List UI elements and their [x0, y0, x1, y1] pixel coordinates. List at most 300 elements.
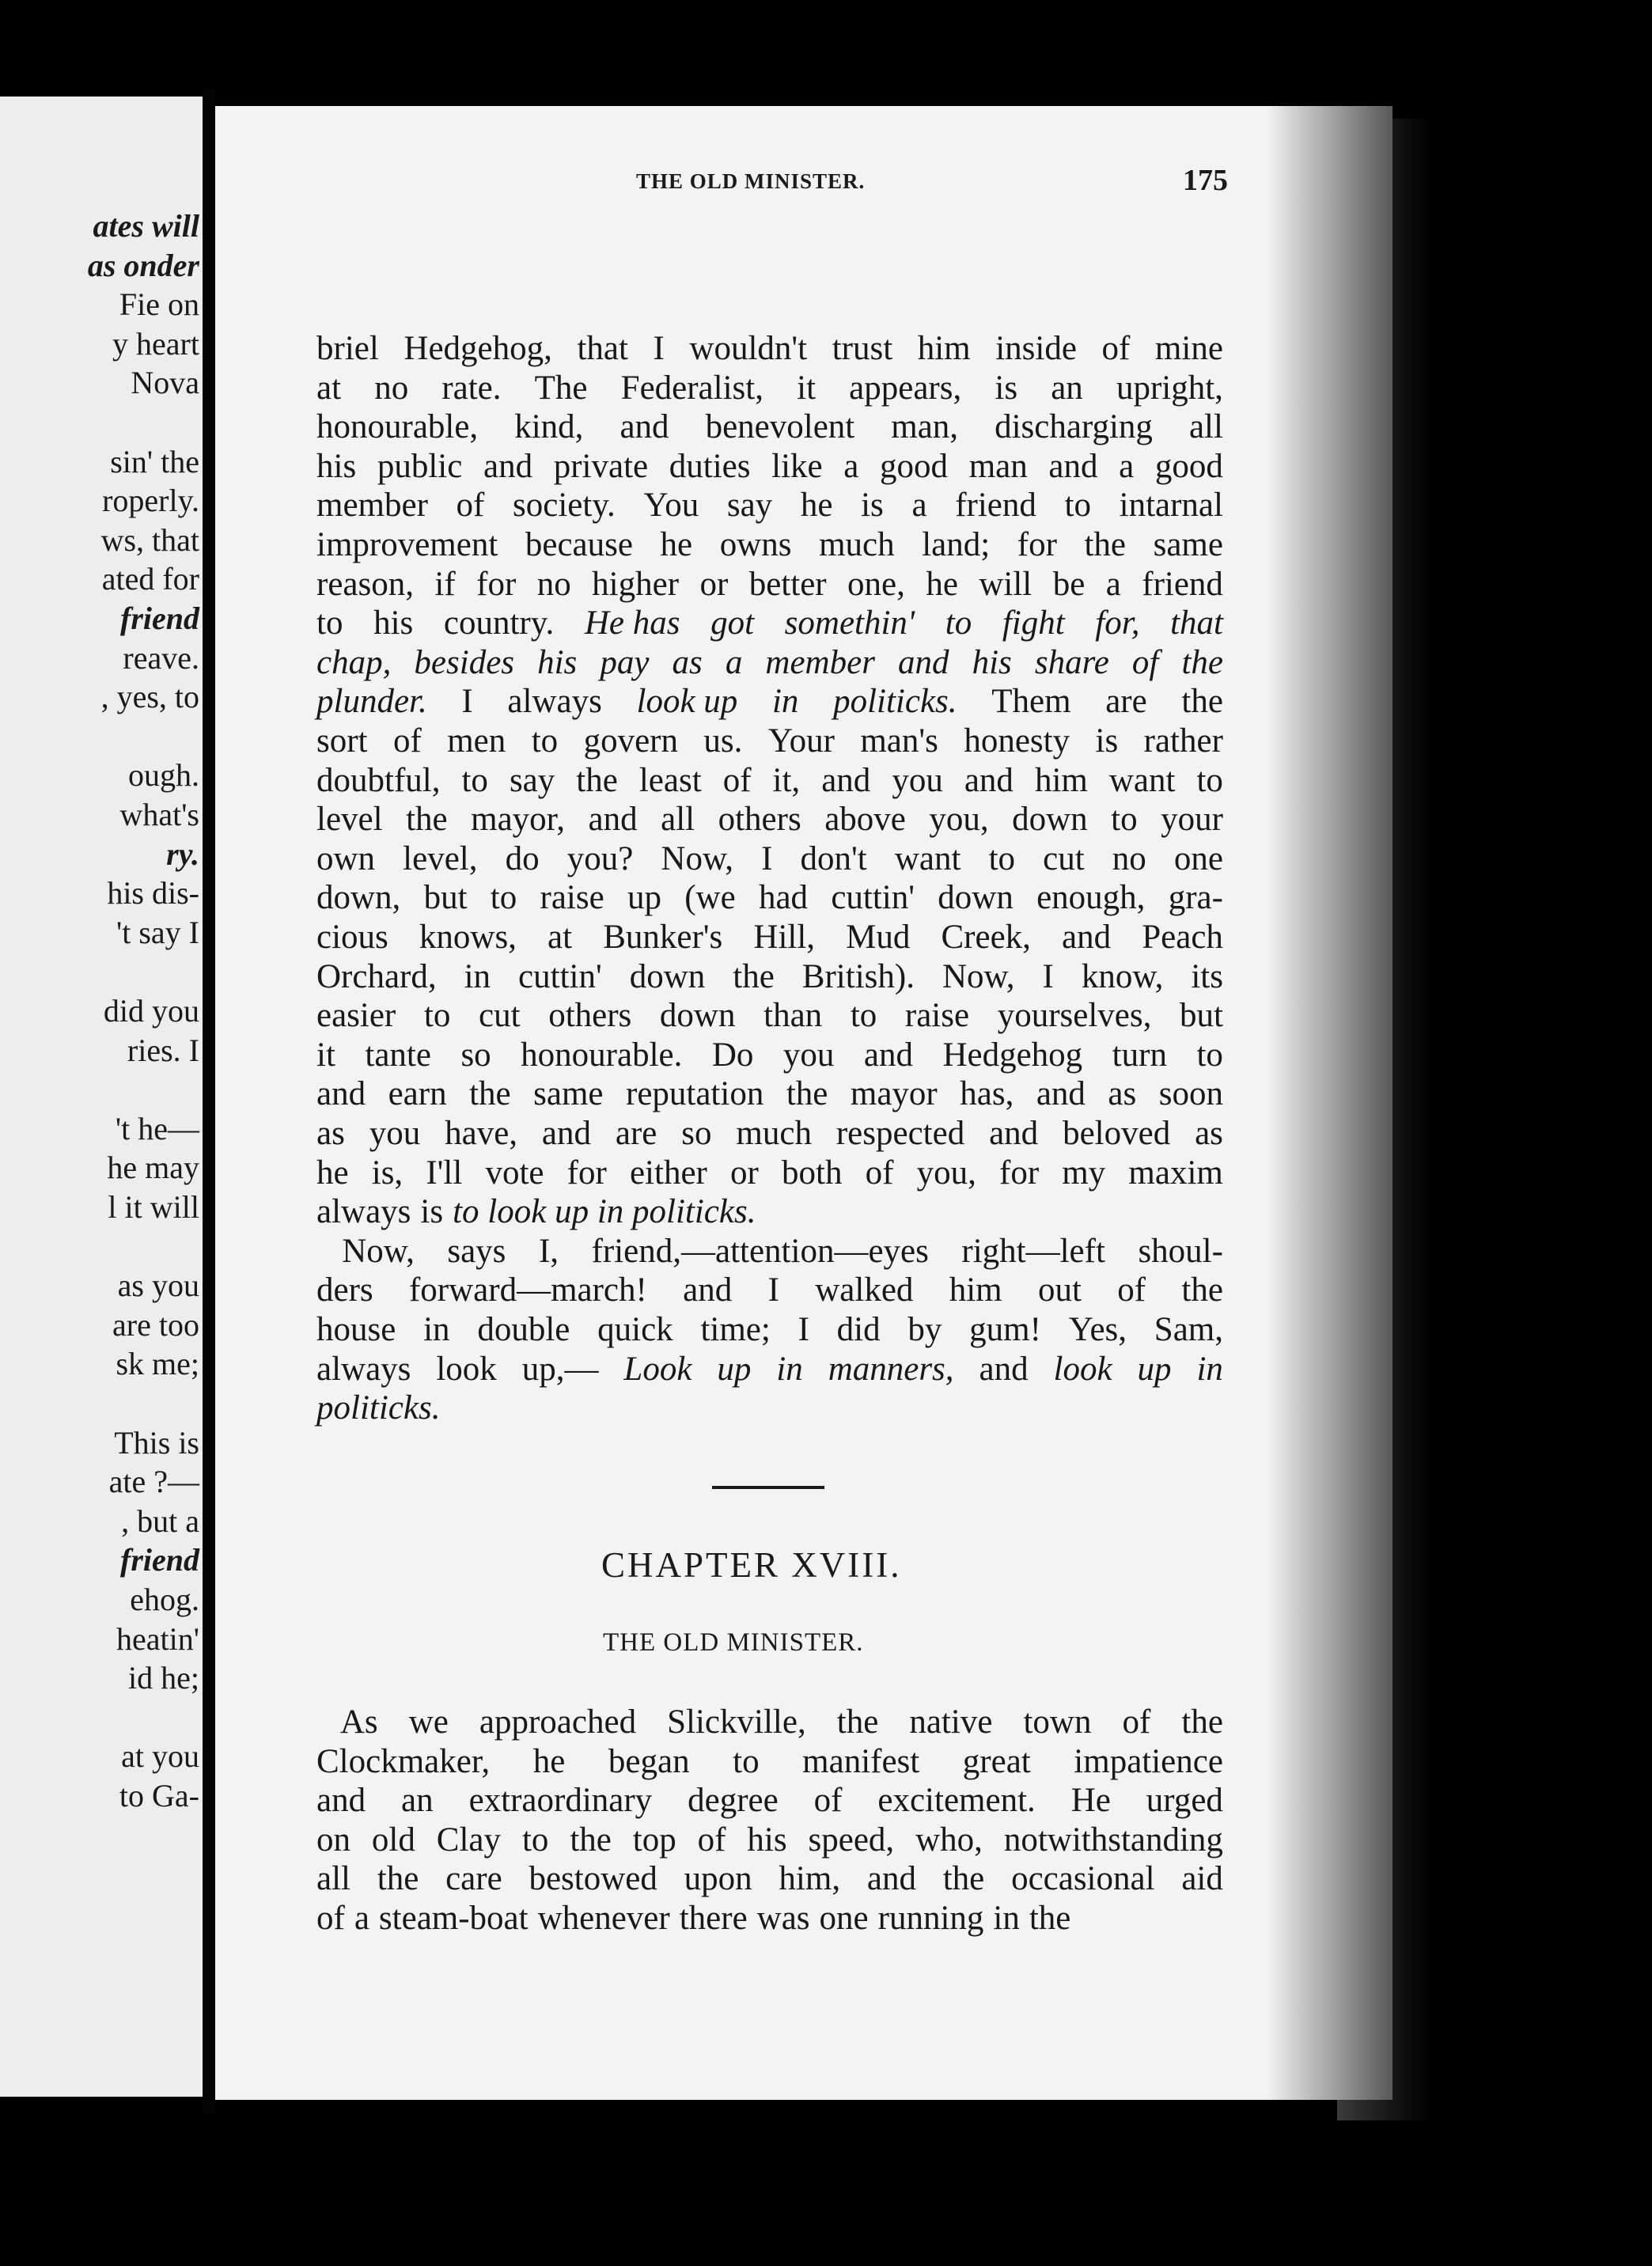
word: look [1053, 1350, 1112, 1388]
word: than [763, 997, 823, 1035]
word: for [476, 565, 517, 603]
left-page-line: at you [121, 1738, 199, 1775]
left-page-line: 't say I [116, 914, 199, 950]
word: but [423, 879, 468, 917]
word: and [588, 801, 638, 839]
word: him [1034, 761, 1088, 799]
word: to [521, 1821, 549, 1859]
word: the [406, 801, 448, 839]
word: Bunker's [603, 919, 723, 956]
word: all [1188, 408, 1223, 446]
word: better [748, 565, 827, 603]
word: of [722, 761, 752, 799]
word: duties [669, 447, 751, 485]
word: He has [584, 604, 680, 642]
word: excitement. [877, 1782, 1036, 1820]
word: is [420, 1193, 444, 1231]
word: that [577, 330, 628, 367]
word: good [1154, 447, 1223, 485]
word: raise [904, 997, 970, 1035]
word: to [461, 761, 488, 799]
word: or [699, 565, 729, 603]
word: both [782, 1154, 843, 1192]
word: if [434, 565, 456, 603]
left-page-line: ough. [128, 757, 199, 794]
word: a [354, 1900, 369, 1937]
left-page-line: ehog. [130, 1582, 199, 1617]
word: Do [711, 1036, 754, 1074]
word: his [972, 643, 1012, 681]
text-line [316, 1350, 1223, 1389]
word: he [532, 1742, 566, 1780]
word: because [525, 526, 633, 563]
word: native [909, 1703, 993, 1741]
word: his [316, 447, 357, 485]
word: at [548, 919, 573, 956]
word: raise [540, 879, 604, 917]
word: to [1111, 801, 1138, 839]
word: approached [479, 1703, 637, 1741]
word: rather [1143, 722, 1223, 760]
word: trust [832, 330, 893, 367]
left-page-line: id he; [128, 1660, 199, 1696]
text-line [316, 447, 1223, 486]
word: the [576, 761, 618, 799]
text-line [316, 918, 1223, 957]
text-line [316, 643, 1223, 682]
word: fight [1002, 604, 1065, 642]
word: double [477, 1311, 570, 1348]
word: improvement [316, 526, 498, 563]
word: I [461, 683, 473, 721]
left-page-line: sin' the [110, 443, 199, 479]
word: the [570, 1821, 612, 1859]
word: to [490, 879, 517, 917]
word: to [945, 604, 972, 642]
word: notwithstanding [1003, 1821, 1223, 1859]
word: cuttin' [831, 879, 915, 917]
word: men [447, 722, 506, 760]
word: reason, [316, 565, 414, 603]
left-page-line: ated for [101, 561, 199, 597]
word: same [533, 1075, 604, 1113]
word: an [401, 1782, 434, 1820]
left-page-line: friend [120, 601, 199, 636]
left-page-line: Fie on [119, 286, 199, 323]
word: either [629, 1154, 707, 1192]
word: as [1108, 1075, 1137, 1113]
word: Now, [942, 957, 1015, 995]
word: him [917, 330, 971, 367]
word: private [553, 447, 649, 485]
word: public [377, 447, 463, 485]
word: Your [767, 722, 835, 760]
word: manifest [802, 1742, 920, 1780]
word: mayor, [471, 801, 566, 839]
word: says [447, 1232, 506, 1270]
text-line [316, 1389, 1223, 1427]
word: Now, [661, 839, 733, 877]
word: Orchard, [316, 957, 437, 995]
word: man's [860, 722, 938, 760]
word: good [880, 447, 949, 485]
text-line [316, 1192, 1223, 1231]
word: in [423, 1311, 450, 1348]
word: (we [684, 879, 736, 917]
word: always [316, 1350, 411, 1388]
word: always [507, 683, 602, 721]
word: bestowed [529, 1860, 657, 1898]
word: besides [414, 643, 515, 681]
word: briel [316, 330, 379, 367]
left-page-line: he may [107, 1150, 199, 1186]
word: as [672, 643, 703, 681]
word: you, [929, 801, 989, 839]
left-page-line: ry. [166, 836, 199, 872]
page-number: 175 [1183, 164, 1228, 197]
left-page-line: l it will [108, 1189, 199, 1225]
word: is, [371, 1154, 404, 1192]
text-line [316, 722, 1223, 760]
word: the [1181, 683, 1223, 721]
word: and [821, 761, 871, 799]
word: who, [915, 1821, 983, 1859]
word: British). [801, 957, 915, 995]
word: like [771, 447, 823, 485]
word: cious [316, 919, 388, 956]
word: and [898, 643, 949, 681]
word: and [979, 1350, 1029, 1388]
left-page-line: his dis- [107, 875, 199, 911]
text-line [316, 996, 1223, 1035]
word: up,— [521, 1350, 599, 1388]
word: no [1112, 839, 1146, 877]
text-line [316, 407, 1223, 446]
word: has, [960, 1075, 1014, 1113]
word: earn [388, 1075, 447, 1113]
word: speed, [808, 1821, 895, 1859]
word: you, [916, 1154, 976, 1192]
word: up [1137, 1350, 1172, 1388]
word: time; [700, 1311, 771, 1348]
word: respected [835, 1115, 965, 1152]
word: his [747, 1821, 787, 1859]
word: no [536, 565, 571, 603]
word: to [850, 997, 877, 1035]
word: gum! [969, 1311, 1041, 1348]
text-line [316, 1154, 1223, 1192]
word: you [369, 1115, 421, 1152]
word: and [483, 447, 533, 485]
word: above [824, 801, 906, 839]
word: and [541, 1115, 592, 1152]
word: there [679, 1900, 748, 1937]
word: was [756, 1900, 810, 1937]
word: all [316, 1860, 350, 1898]
left-page-line: roperly. [102, 483, 199, 519]
word: its [1191, 957, 1223, 995]
word: Clockmaker, [316, 1742, 491, 1780]
word: of [1117, 1271, 1146, 1309]
word: or [730, 1154, 759, 1192]
word: care [445, 1860, 502, 1898]
word: in [776, 1350, 803, 1388]
word: level, [403, 839, 478, 877]
text-line [316, 800, 1223, 839]
word: aid [1181, 1860, 1223, 1898]
word: others [718, 801, 801, 839]
word: down [659, 997, 736, 1035]
word: whenever [537, 1900, 670, 1937]
left-page-line: friend [120, 1542, 199, 1578]
word: for, [1095, 604, 1140, 642]
word: friend,—attention—eyes [591, 1232, 929, 1270]
word: Yes, [1068, 1311, 1127, 1348]
word: steam-boat [378, 1900, 529, 1937]
text-line [316, 525, 1223, 564]
word: rate. [441, 369, 502, 407]
word: one [1173, 839, 1223, 877]
word: Clay [436, 1821, 502, 1859]
word: knows, [419, 919, 517, 956]
word: say [726, 487, 773, 525]
word: govern [583, 722, 678, 760]
word: higher [592, 565, 680, 603]
word: is [861, 487, 884, 525]
text-line [316, 369, 1223, 407]
word: you [892, 761, 943, 799]
left-page-line: as you [117, 1268, 199, 1304]
text-line [316, 1859, 1223, 1898]
text-line [316, 761, 1223, 800]
word: shoul- [1138, 1232, 1223, 1270]
word: of [865, 1154, 894, 1192]
word: Hedgehog [942, 1036, 1083, 1074]
word: The [534, 369, 588, 407]
left-page-line: heatin' [116, 1620, 199, 1657]
word: turn [1112, 1036, 1167, 1074]
word: politicks. [316, 1389, 441, 1427]
word: down [629, 957, 706, 995]
text-line [316, 604, 1223, 642]
left-page-line: This is [114, 1424, 199, 1461]
word: a [1119, 447, 1135, 485]
word: I, [538, 1232, 559, 1270]
text-line [316, 1310, 1223, 1349]
word: doubtful, [316, 761, 441, 799]
word: have, [445, 1115, 518, 1152]
book-gutter [203, 89, 215, 2114]
word: down, [316, 879, 401, 917]
chapter-subtitle: THE OLD MINISTER. [603, 1628, 864, 1657]
word: cuttin' [518, 957, 602, 995]
word: reputation [626, 1075, 764, 1113]
word: extraordinary [468, 1782, 653, 1820]
word: man, [891, 408, 959, 446]
word: town [1023, 1703, 1092, 1741]
word: society. [513, 487, 616, 525]
word: a [1105, 565, 1121, 603]
word: he [926, 565, 958, 603]
word: and [316, 1782, 366, 1820]
word: member [316, 487, 428, 525]
word: benevolent [705, 408, 855, 446]
word: tante [365, 1036, 431, 1074]
word: top [632, 1821, 676, 1859]
word: him, [779, 1860, 841, 1898]
text-line [316, 839, 1223, 878]
left-page-line: 't he— [115, 1110, 199, 1146]
word: soon [1158, 1075, 1223, 1113]
word: old [371, 1821, 415, 1859]
running-title: THE OLD MINISTER. [636, 169, 866, 193]
word: plunder. [316, 683, 427, 721]
word: Sam, [1154, 1311, 1223, 1348]
word: discharging [995, 408, 1153, 446]
word: to [988, 839, 1016, 877]
word: country. [443, 604, 555, 642]
text-line [316, 957, 1223, 996]
word: his [537, 643, 578, 681]
page-shadow [1266, 106, 1392, 2100]
left-page-line: ate ?— [108, 1464, 199, 1500]
left-page-line: did you [103, 993, 199, 1029]
word: on [316, 1821, 350, 1859]
word: the [1084, 526, 1127, 563]
text-line [316, 1821, 1223, 1859]
left-page-line: reave. [123, 639, 199, 676]
word: up [627, 879, 661, 917]
word: up [717, 1350, 752, 1388]
word: the [1181, 1271, 1223, 1309]
left-page-line: ries. I [127, 1032, 199, 1068]
word: do [505, 839, 540, 877]
word: the [786, 1075, 828, 1113]
word: and [989, 1115, 1039, 1152]
word: and [866, 1860, 916, 1898]
word: occasional [1011, 1860, 1155, 1898]
text-line [316, 1899, 1223, 1938]
word: his [373, 604, 414, 642]
section-rule [712, 1486, 824, 1489]
word: Mud [846, 919, 911, 956]
word: be [1052, 565, 1086, 603]
word: intarnal [1119, 487, 1223, 525]
left-page-line: ates will [93, 208, 199, 244]
word: inside [995, 330, 1077, 367]
word: Hill, [753, 919, 816, 956]
word: easier [316, 997, 396, 1035]
word: began [608, 1742, 690, 1780]
word: appears, [849, 369, 962, 407]
word: and [316, 1075, 366, 1113]
word: in [993, 1900, 1020, 1937]
left-page-line: to Ga- [119, 1778, 199, 1813]
word: did [836, 1311, 881, 1348]
word: and [1062, 919, 1112, 956]
word: in [771, 683, 799, 721]
word: a [843, 447, 859, 485]
word: all [661, 801, 695, 839]
left-page-line: are too [112, 1306, 199, 1343]
word: he [660, 526, 693, 563]
word: in [464, 957, 491, 995]
word: to [423, 997, 451, 1035]
word: house [316, 1311, 396, 1348]
word: the [377, 1860, 419, 1898]
left-page-line: y heart [112, 325, 199, 362]
word: to [316, 604, 343, 642]
word: I [653, 330, 665, 367]
word: Federalist, [620, 369, 763, 407]
word: at [316, 369, 342, 407]
text-line [316, 1271, 1223, 1309]
word: my [1062, 1154, 1106, 1192]
word: Now, [316, 1232, 415, 1270]
word: kind, [514, 408, 584, 446]
word: say [509, 761, 555, 799]
word: is [995, 369, 1018, 407]
word: so [681, 1115, 712, 1152]
word: as [1195, 1115, 1223, 1152]
word: of [813, 1782, 843, 1820]
word: down [1012, 801, 1088, 839]
word: cut [1043, 839, 1085, 877]
word: for [1017, 526, 1057, 563]
text-line [316, 329, 1223, 368]
word: member [765, 643, 875, 681]
word: mayor [850, 1075, 938, 1113]
text-line [316, 1036, 1223, 1074]
word: want [894, 839, 961, 877]
word: to [1196, 1036, 1223, 1074]
word: enough, [1036, 879, 1146, 917]
left-page-line: Nova [131, 365, 199, 401]
word: for [566, 1154, 607, 1192]
word: he [316, 1154, 349, 1192]
word: so [460, 1036, 491, 1074]
word: Creek, [941, 919, 1031, 956]
word: by [907, 1311, 942, 1348]
word: and [863, 1036, 913, 1074]
word: wouldn't [689, 330, 808, 367]
text-line [316, 682, 1223, 721]
word: one, [847, 565, 905, 603]
word: urged [1146, 1782, 1223, 1820]
word: great [962, 1742, 1031, 1780]
word: had [758, 879, 809, 917]
word: yourselves, [997, 997, 1152, 1035]
word: you [782, 1036, 835, 1074]
word: will [979, 565, 1032, 603]
word: forward—march! [408, 1271, 647, 1309]
text-line [316, 878, 1223, 917]
word: an [1051, 369, 1083, 407]
word: Them [991, 683, 1071, 721]
word: it [797, 369, 817, 407]
word: and [1048, 447, 1098, 485]
word: I [761, 839, 773, 877]
word: walked [815, 1271, 914, 1309]
word: owns [719, 526, 792, 563]
word: mine [1154, 330, 1223, 367]
word: friend [955, 487, 1036, 525]
word: the [1029, 1900, 1071, 1937]
word: of [1101, 330, 1131, 367]
word: it, [772, 761, 801, 799]
word: least [638, 761, 702, 799]
word: I [798, 1311, 809, 1348]
